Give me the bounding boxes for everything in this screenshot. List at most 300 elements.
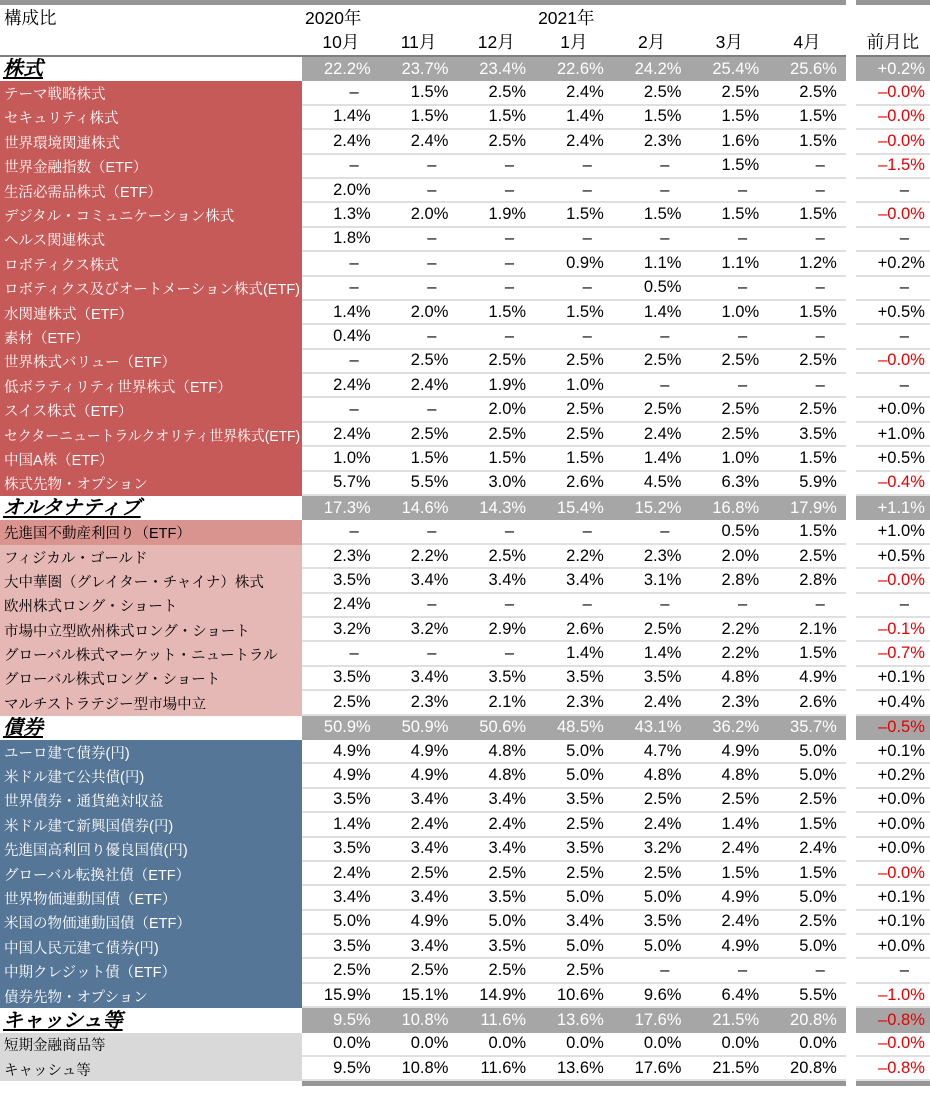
value-cell: 2.6%	[768, 691, 846, 715]
mom-cell: –0.5%	[856, 716, 930, 740]
value-cell: –	[690, 594, 768, 618]
value-cell: 3.2%	[380, 618, 458, 642]
value-cell: –	[690, 374, 768, 398]
table-row	[0, 740, 930, 764]
value-cell: 2.5%	[690, 398, 768, 422]
value-cell: 1.5%	[768, 130, 846, 154]
value-cell: 3.4%	[535, 569, 613, 593]
value-cell: 2.5%	[768, 350, 846, 374]
mom-cell: –0.0%	[856, 569, 930, 593]
column-gap	[846, 740, 856, 764]
table-row	[0, 594, 930, 618]
mom-cell: –	[856, 277, 930, 301]
value-cell: 2.4%	[302, 423, 380, 447]
value-cell: 2.5%	[768, 545, 846, 569]
value-cell: 1.4%	[613, 301, 691, 325]
value-cell: 2.4%	[302, 862, 380, 886]
column-gap	[846, 301, 856, 325]
value-cell: 5.9%	[768, 472, 846, 496]
value-cell: 1.5%	[690, 862, 768, 886]
row-label: 世界債券・通貨絶対収益	[0, 789, 302, 813]
value-cell: 5.5%	[380, 472, 458, 496]
mom-cell: –0.0%	[856, 350, 930, 374]
value-cell: 2.5%	[768, 81, 846, 105]
value-cell: 16.8%	[690, 496, 768, 520]
mom-cell: –0.4%	[856, 472, 930, 496]
mom-cell: +0.1%	[856, 911, 930, 935]
value-cell: 2.4%	[380, 813, 458, 837]
column-gap	[846, 716, 856, 740]
value-cell: 4.9%	[690, 886, 768, 910]
value-cell: 2.5%	[768, 398, 846, 422]
row-label: キャッシュ等	[0, 1057, 302, 1081]
row-label: 株式先物・オプション	[0, 472, 302, 496]
value-cell: 1.5%	[457, 106, 535, 130]
value-cell: 11.6%	[457, 1057, 535, 1081]
value-cell: 0.0%	[302, 1033, 380, 1057]
value-cell: 2.0%	[302, 179, 380, 203]
value-cell: 2.4%	[768, 838, 846, 862]
mom-cell: +1.0%	[856, 423, 930, 447]
table-row	[0, 545, 930, 569]
table-row	[0, 911, 930, 935]
value-cell: 2.5%	[380, 350, 458, 374]
row-label: グローバル株式マーケット・ニュートラル	[0, 642, 302, 666]
mom-cell: –	[856, 594, 930, 618]
mom-cell: +0.0%	[856, 838, 930, 862]
value-cell: 5.0%	[768, 764, 846, 788]
value-cell: 2.0%	[690, 545, 768, 569]
table-row	[0, 618, 930, 642]
value-cell: 1.5%	[535, 447, 613, 471]
row-label: ロボティクス株式	[0, 252, 302, 276]
column-gap	[846, 911, 856, 935]
value-cell: 35.7%	[768, 716, 846, 740]
value-cell: 2.4%	[380, 130, 458, 154]
value-cell: 9.5%	[302, 1008, 380, 1032]
table-row	[0, 935, 930, 959]
value-cell: –	[768, 594, 846, 618]
value-cell: –	[535, 520, 613, 544]
value-cell: 5.0%	[768, 740, 846, 764]
row-label: 水関連株式（ETF）	[0, 301, 302, 325]
value-cell: 2.5%	[613, 862, 691, 886]
table-row	[0, 472, 930, 496]
value-cell: 13.6%	[535, 1008, 613, 1032]
row-label: 債券先物・オプション	[0, 984, 302, 1008]
table-row	[0, 447, 930, 471]
value-cell: –	[768, 374, 846, 398]
value-cell: 3.5%	[302, 789, 380, 813]
value-cell: 2.5%	[457, 423, 535, 447]
value-cell: –	[768, 155, 846, 179]
value-cell: 3.4%	[380, 886, 458, 910]
value-cell: –	[380, 594, 458, 618]
month-header: 4月	[793, 32, 821, 52]
table-row	[0, 838, 930, 862]
value-cell: 3.5%	[768, 423, 846, 447]
value-cell: 4.8%	[690, 764, 768, 788]
value-cell: 0.0%	[380, 1033, 458, 1057]
mom-cell: –0.0%	[856, 81, 930, 105]
mom-cell: –	[856, 374, 930, 398]
value-cell: 50.9%	[302, 716, 380, 740]
column-gap	[846, 1008, 856, 1032]
value-cell: 0.0%	[613, 1033, 691, 1057]
value-cell: 2.5%	[457, 130, 535, 154]
mom-cell: –0.0%	[856, 203, 930, 227]
value-cell: 22.6%	[535, 57, 613, 81]
column-gap	[846, 1057, 856, 1081]
value-cell: –	[613, 520, 691, 544]
value-cell: 1.5%	[457, 301, 535, 325]
value-cell: 2.0%	[457, 398, 535, 422]
table-row	[0, 301, 930, 325]
table-row	[0, 764, 930, 788]
value-cell: 3.2%	[302, 618, 380, 642]
value-cell: 4.8%	[613, 764, 691, 788]
value-cell: –	[535, 155, 613, 179]
mom-cell: +0.2%	[856, 252, 930, 276]
value-cell: 1.5%	[535, 301, 613, 325]
value-cell: 3.4%	[380, 789, 458, 813]
value-cell: 2.5%	[535, 398, 613, 422]
row-label: 短期金融商品等	[0, 1033, 302, 1057]
value-cell: 1.0%	[690, 447, 768, 471]
mom-cell: –0.1%	[856, 618, 930, 642]
table-row	[0, 130, 930, 154]
value-cell: 3.5%	[535, 789, 613, 813]
value-cell: 1.5%	[768, 862, 846, 886]
column-gap	[846, 203, 856, 227]
table-row	[0, 325, 930, 349]
value-cell: 1.5%	[768, 447, 846, 471]
value-cell: 15.2%	[613, 496, 691, 520]
value-cell: 2.5%	[535, 350, 613, 374]
value-cell: 1.4%	[535, 106, 613, 130]
value-cell: 2.4%	[535, 81, 613, 105]
mom-cell: +0.1%	[856, 667, 930, 691]
value-cell: 13.6%	[535, 1057, 613, 1081]
value-cell: –	[535, 179, 613, 203]
value-cell: 2.5%	[457, 545, 535, 569]
value-cell: 3.0%	[457, 472, 535, 496]
value-cell: 5.0%	[535, 764, 613, 788]
value-cell: –	[457, 520, 535, 544]
value-cell: 1.0%	[302, 447, 380, 471]
value-cell: 2.9%	[457, 618, 535, 642]
header-months-row	[0, 30, 930, 55]
month-header: 3月	[715, 32, 743, 52]
value-cell: 3.5%	[302, 569, 380, 593]
table-row	[0, 81, 930, 105]
mom-cell: +0.4%	[856, 691, 930, 715]
row-label: ロボティクス及びオートメーション株式(ETF)	[0, 277, 302, 301]
month-header: 11月	[400, 32, 437, 52]
value-cell: 15.4%	[535, 496, 613, 520]
value-cell: 0.9%	[535, 252, 613, 276]
value-cell: 50.9%	[380, 716, 458, 740]
value-cell: 2.1%	[768, 618, 846, 642]
section-header-row	[0, 716, 930, 740]
row-label: フィジカル・ゴールド	[0, 545, 302, 569]
column-gap	[846, 81, 856, 105]
value-cell: 14.6%	[380, 496, 458, 520]
value-cell: 20.8%	[768, 1057, 846, 1081]
value-cell: 2.5%	[535, 813, 613, 837]
value-cell: 3.4%	[457, 789, 535, 813]
table-row	[0, 862, 930, 886]
column-gap	[846, 813, 856, 837]
mom-cell: –	[856, 179, 930, 203]
column-gap	[846, 106, 856, 130]
value-cell: –	[380, 520, 458, 544]
value-cell: 2.3%	[302, 545, 380, 569]
value-cell: –	[768, 959, 846, 983]
column-gap	[846, 374, 856, 398]
value-cell: 2.4%	[535, 130, 613, 154]
value-cell: 2.5%	[613, 81, 691, 105]
value-cell: 1.5%	[613, 203, 691, 227]
value-cell: 1.4%	[613, 447, 691, 471]
mom-cell: –1.0%	[856, 984, 930, 1008]
value-cell: 25.4%	[690, 57, 768, 81]
row-label: 大中華圏（グレイター・チャイナ）株式	[0, 569, 302, 593]
value-cell: 2.6%	[535, 472, 613, 496]
value-cell: 4.8%	[457, 740, 535, 764]
value-cell: 2.5%	[690, 423, 768, 447]
mom-cell: +0.0%	[856, 813, 930, 837]
value-cell: –	[690, 277, 768, 301]
value-cell: 2.8%	[690, 569, 768, 593]
mom-cell: +0.0%	[856, 935, 930, 959]
mom-cell: +0.0%	[856, 398, 930, 422]
table-row	[0, 789, 930, 813]
row-label: テーマ戦略株式	[0, 81, 302, 105]
value-cell: –	[380, 252, 458, 276]
mom-cell: –1.5%	[856, 155, 930, 179]
value-cell: –	[457, 228, 535, 252]
value-cell: –	[302, 155, 380, 179]
mom-cell: +0.1%	[856, 740, 930, 764]
value-cell: –	[302, 520, 380, 544]
table-row	[0, 203, 930, 227]
column-gap	[846, 569, 856, 593]
value-cell: 2.3%	[380, 691, 458, 715]
value-cell: 1.5%	[690, 106, 768, 130]
value-cell: –	[690, 959, 768, 983]
value-cell: 2.4%	[302, 130, 380, 154]
column-gap	[846, 764, 856, 788]
value-cell: –	[613, 374, 691, 398]
table-row	[0, 179, 930, 203]
column-gap	[846, 277, 856, 301]
mom-cell: +1.0%	[856, 520, 930, 544]
value-cell: 2.2%	[380, 545, 458, 569]
value-cell: 5.0%	[613, 935, 691, 959]
value-cell: 2.5%	[690, 350, 768, 374]
value-cell: –	[457, 642, 535, 666]
mom-cell: –0.0%	[856, 1033, 930, 1057]
value-cell: 5.0%	[768, 886, 846, 910]
value-cell: 1.5%	[768, 813, 846, 837]
value-cell: –	[302, 350, 380, 374]
column-gap	[846, 130, 856, 154]
value-cell: –	[690, 325, 768, 349]
value-cell: 4.9%	[380, 911, 458, 935]
value-cell: 1.5%	[768, 203, 846, 227]
row-label: デジタル・コミュニケーション株式	[0, 203, 302, 227]
column-gap	[846, 472, 856, 496]
value-cell: 2.1%	[457, 691, 535, 715]
value-cell: 10.8%	[380, 1008, 458, 1032]
value-cell: 1.5%	[690, 203, 768, 227]
value-cell: 2.5%	[380, 423, 458, 447]
table-row	[0, 155, 930, 179]
value-cell: 3.5%	[302, 667, 380, 691]
mom-cell: +0.2%	[856, 57, 930, 81]
mom-cell: –	[856, 959, 930, 983]
value-cell: 3.4%	[380, 569, 458, 593]
row-label: 世界株式バリュー（ETF）	[0, 350, 302, 374]
value-cell: 2.4%	[302, 374, 380, 398]
value-cell: 2.0%	[380, 203, 458, 227]
value-cell: –	[380, 398, 458, 422]
value-cell: 2.3%	[613, 545, 691, 569]
table-row	[0, 374, 930, 398]
value-cell: –	[613, 325, 691, 349]
row-label: セキュリティ株式	[0, 106, 302, 130]
column-gap	[846, 618, 856, 642]
value-cell: 5.0%	[457, 911, 535, 935]
mom-cell: –0.0%	[856, 106, 930, 130]
value-cell: 25.6%	[768, 57, 846, 81]
value-cell: 2.5%	[457, 862, 535, 886]
column-gap	[846, 447, 856, 471]
value-cell: –	[535, 325, 613, 349]
value-cell: –	[768, 228, 846, 252]
value-cell: 2.5%	[535, 959, 613, 983]
value-cell: 1.2%	[768, 252, 846, 276]
value-cell: 2.5%	[768, 911, 846, 935]
month-header: 2月	[637, 32, 666, 52]
row-label: 低ボラティリティ世界株式（ETF）	[0, 374, 302, 398]
value-cell: –	[457, 179, 535, 203]
value-cell: 1.4%	[690, 813, 768, 837]
row-label: 市場中立型欧州株式ロング・ショート	[0, 618, 302, 642]
value-cell: 1.5%	[768, 520, 846, 544]
value-cell: 4.8%	[457, 764, 535, 788]
table-row	[0, 228, 930, 252]
value-cell: 22.2%	[302, 57, 380, 81]
value-cell: 23.7%	[380, 57, 458, 81]
column-gap	[846, 496, 856, 520]
value-cell: 2.5%	[613, 350, 691, 374]
mom-cell: –	[856, 325, 930, 349]
table-row	[0, 813, 930, 837]
row-label: 世界物価連動国債（ETF）	[0, 886, 302, 910]
value-cell: 15.9%	[302, 984, 380, 1008]
mom-cell: –	[856, 228, 930, 252]
value-cell: 4.9%	[302, 740, 380, 764]
row-label: グローバル転換社債（ETF）	[0, 862, 302, 886]
value-cell: –	[302, 398, 380, 422]
row-label: 米ドル建て公共債(円)	[0, 764, 302, 788]
value-cell: 3.4%	[380, 838, 458, 862]
value-cell: 17.6%	[613, 1057, 691, 1081]
table-row	[0, 691, 930, 715]
column-gap	[846, 228, 856, 252]
value-cell: 1.0%	[535, 374, 613, 398]
value-cell: 1.1%	[613, 252, 691, 276]
value-cell: 24.2%	[613, 57, 691, 81]
column-gap	[846, 545, 856, 569]
value-cell: 10.6%	[535, 984, 613, 1008]
value-cell: 1.5%	[613, 106, 691, 130]
value-cell: 1.1%	[690, 252, 768, 276]
value-cell: 1.8%	[302, 228, 380, 252]
column-gap	[846, 862, 856, 886]
row-label: 素材（ETF）	[0, 325, 302, 349]
value-cell: –	[380, 228, 458, 252]
mom-cell: +0.0%	[856, 789, 930, 813]
value-cell: 9.5%	[302, 1057, 380, 1081]
value-cell: –	[613, 155, 691, 179]
value-cell: –	[535, 277, 613, 301]
table-row	[0, 398, 930, 422]
value-cell: –	[380, 642, 458, 666]
mom-cell: –0.0%	[856, 862, 930, 886]
value-cell: 1.3%	[302, 203, 380, 227]
value-cell: 2.5%	[535, 423, 613, 447]
value-cell: 2.5%	[302, 959, 380, 983]
value-cell: –	[613, 228, 691, 252]
value-cell: 3.5%	[535, 667, 613, 691]
value-cell: 2.5%	[613, 398, 691, 422]
value-cell: 48.5%	[535, 716, 613, 740]
column-gap	[846, 838, 856, 862]
value-cell: –	[768, 325, 846, 349]
row-label: 欧州株式ロング・ショート	[0, 594, 302, 618]
value-cell: 2.5%	[690, 789, 768, 813]
value-cell: 2.4%	[613, 813, 691, 837]
table-row	[0, 984, 930, 1008]
value-cell: 1.5%	[768, 301, 846, 325]
mom-cell: +0.5%	[856, 301, 930, 325]
value-cell: 17.9%	[768, 496, 846, 520]
row-label: グローバル株式ロング・ショート	[0, 667, 302, 691]
value-cell: 17.6%	[613, 1008, 691, 1032]
table-row	[0, 1033, 930, 1057]
mom-header: 前月比	[866, 32, 920, 52]
row-label: セクターニュートラルクオリティ世界株式(ETF)	[0, 423, 302, 447]
month-header: 12月	[477, 32, 515, 52]
mom-cell: –0.0%	[856, 130, 930, 154]
value-cell: 3.5%	[457, 667, 535, 691]
value-cell: 14.3%	[457, 496, 535, 520]
table-row	[0, 350, 930, 374]
value-cell: –	[380, 325, 458, 349]
value-cell: 3.5%	[613, 667, 691, 691]
value-cell: 1.4%	[302, 301, 380, 325]
value-cell: 1.5%	[457, 447, 535, 471]
value-cell: 15.1%	[380, 984, 458, 1008]
value-cell: 5.7%	[302, 472, 380, 496]
value-cell: 3.2%	[613, 838, 691, 862]
column-gap	[846, 1033, 856, 1057]
value-cell: –	[457, 277, 535, 301]
value-cell: 2.5%	[302, 691, 380, 715]
